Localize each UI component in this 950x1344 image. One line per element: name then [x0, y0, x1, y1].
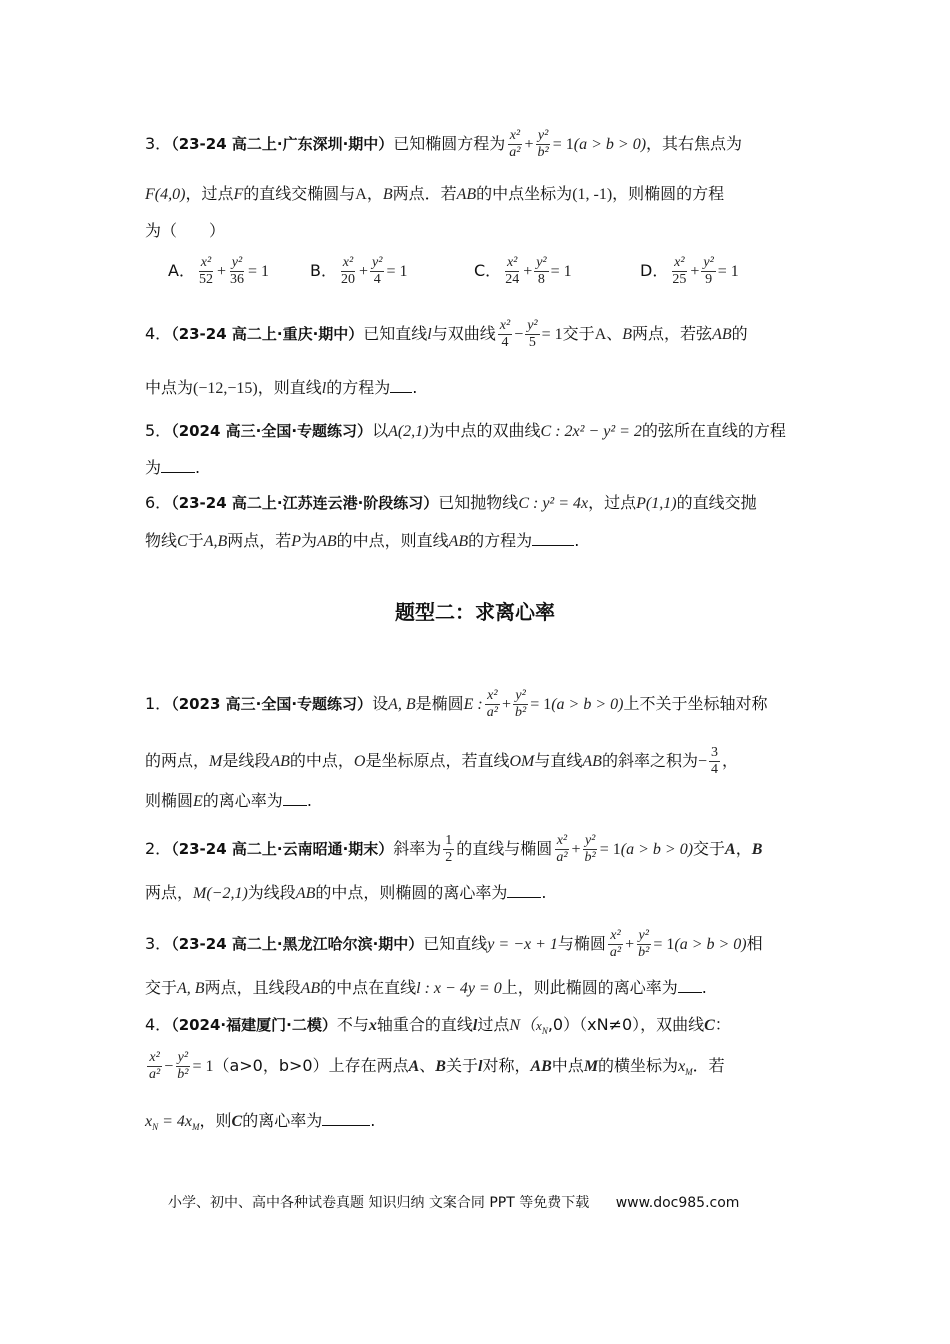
option-d[interactable]: D． $\frac{\text{x²}}{25}$ + $\frac{\text{y²}}{9}$ = 1 — [640, 255, 739, 287]
option-a[interactable]: A． $\frac{\text{x²}}{52}$ + $\frac{\text{y²}}{36}$ = 1 — [168, 255, 270, 287]
math-AB: A,B — [203, 533, 228, 550]
s2-question-4-line2: $\frac{\text{x²}}{\text{a²}}$ − $\frac{\text{y²}}{\text{b²}}$ = 1（a>0，b>0）上存在两点A、B关于l对称，AB中点M的横坐标为$x_M$．若 — [149, 1050, 725, 1082]
question-source: （23-24 高二上·江苏连云港·阶段练习） — [171, 494, 439, 512]
math-x: x — [536, 1018, 542, 1033]
answer-blank[interactable] — [322, 1111, 370, 1126]
question-text: 已知直线 — [423, 934, 488, 953]
question-text: 两点， — [145, 883, 194, 902]
option-den: 4 — [373, 272, 381, 287]
point-P: P(1,1) — [636, 495, 677, 512]
question-3-line2 — [145, 181, 724, 204]
question-text: 的斜率之积为 — [601, 751, 698, 770]
question-text: 与双曲线 — [431, 324, 496, 343]
math-AB: AB — [448, 533, 469, 550]
math-AB: A, B — [177, 980, 205, 997]
question-number: 3． — [145, 134, 172, 153]
question-text: 为线段 — [247, 883, 296, 902]
math-AB: AB — [712, 326, 732, 343]
subscript: M — [685, 1067, 693, 1078]
punct: ， — [722, 751, 739, 770]
s2-question-3-line2 — [145, 975, 707, 998]
footer-url[interactable]: www.doc985.com — [615, 1195, 740, 1211]
math-l: l — [472, 1017, 478, 1034]
question-text: 上，则此椭圆的离心率为 — [501, 978, 678, 997]
question-text: 则椭圆 — [145, 791, 194, 810]
question-text: 已知椭圆方程为 — [393, 134, 506, 153]
option-label: B． — [310, 261, 337, 280]
option-den: 24 — [505, 272, 520, 287]
question-text: 轴重合的直线 — [376, 1015, 473, 1034]
question-6-line1 — [145, 490, 757, 513]
answer-blank[interactable] — [283, 791, 307, 806]
question-text: 中点 — [551, 1056, 584, 1075]
math-B: B — [622, 326, 633, 343]
question-5-line1 — [145, 418, 786, 441]
slope-denominator: 4 — [711, 762, 718, 777]
question-3-line3 — [145, 218, 225, 241]
question-text: （a>0，b>0）上存在两点 — [213, 1056, 409, 1075]
s2-question-2-line1: 2．（23-24 高二上·云南昭通·期末）斜率为 $\frac{1}{2}$ 的直线与椭圆 $\frac{\text{x²}}{\text{a²}}$ + $\frac{\text{y²}}{\text{b²}}$ = 1(a > b > 0)交于A，B — [145, 833, 763, 865]
subscript: N — [541, 1026, 548, 1037]
math-E: E — [193, 793, 203, 810]
question-text: 上不关于坐标轴对称 — [623, 694, 768, 713]
option-num: y² — [536, 255, 547, 270]
math-l: l — [321, 380, 327, 397]
punct: ， — [735, 839, 752, 858]
math-AB: AB — [295, 885, 316, 902]
math-B: B — [751, 841, 763, 858]
question-text: 的方程为 — [326, 378, 391, 397]
question-text: 的直线交椭圆与 — [243, 184, 356, 203]
question-number: 3． — [145, 934, 172, 953]
question-number: 4． — [145, 324, 172, 343]
question-source: （2023 高三·全国·专题练习） — [171, 695, 373, 713]
question-text: 的中点，则椭圆的离心率为 — [315, 883, 508, 902]
option-den: 8 — [537, 272, 545, 287]
section-title: 题型二：求离心率 — [395, 600, 555, 624]
question-text: 为（ ） — [145, 221, 226, 240]
question-source: （2024 高三·全国·专题练习） — [171, 422, 373, 440]
option-den: 36 — [229, 272, 244, 287]
question-text: 对称， — [482, 1056, 531, 1075]
math-x: x — [145, 1113, 153, 1130]
fraction-y2-b2: $\frac{\text{y²}}{\text{b²}}$ — [537, 128, 549, 160]
s2-question-4-line3 — [145, 1108, 375, 1132]
line-equation: y = −x + 1 — [487, 936, 558, 953]
math-M: M — [209, 753, 223, 770]
option-b[interactable]: B． $\frac{\text{x²}}{20}$ + $\frac{\text{y²}}{4}$ = 1 — [310, 255, 408, 287]
math-F: F — [233, 186, 244, 203]
math-AB: AB — [456, 186, 477, 203]
question-text: 已知直线 — [363, 324, 428, 343]
question-text: 是线段 — [222, 751, 271, 770]
question-text: 交于 — [145, 978, 178, 997]
question-text: 为中点的双曲线 — [428, 421, 541, 440]
question-3-line1: 3．（23-24 高二上·广东深圳·期中）已知椭圆方程为 $\frac{\text{x²}}{\text{a²}}$ + $\frac{\text{y²}}{\text{b²}}$ = 1(a > b > 0)，其右焦点为 — [145, 128, 743, 160]
punct: . — [701, 978, 707, 997]
question-source: （2024·福建厦门·二模） — [171, 1016, 337, 1034]
question-text: 于 — [187, 531, 204, 550]
question-number: 1． — [145, 694, 172, 713]
question-text: 物线 — [145, 531, 178, 550]
question-text: 是坐标原点，若直线 — [365, 751, 510, 770]
slope-numerator: 1 — [445, 833, 453, 848]
math-E: E : — [463, 696, 483, 713]
option-num: x² — [506, 255, 518, 270]
question-4-line2 — [145, 375, 417, 398]
line-equation: l : x − 4y = 0 — [416, 980, 502, 997]
math-x: x — [368, 1017, 377, 1034]
question-text: 交于 — [562, 324, 595, 343]
math-A: A — [355, 186, 367, 203]
math-O: O — [353, 753, 366, 770]
option-den: 25 — [672, 272, 687, 287]
question-text: 两点．若 — [392, 184, 457, 203]
focus-point: F(4,0) — [145, 186, 186, 203]
punct: . — [195, 458, 201, 477]
question-source: （23-24 高二上·云南昭通·期末） — [171, 840, 394, 858]
s2-question-4-line1 — [145, 1012, 731, 1036]
answer-blank[interactable] — [161, 458, 195, 473]
minus-sign: − — [697, 753, 707, 770]
s2-question-1-line1: 1．（2023 高三·全国·专题练习）设A, B是椭圆E : $\frac{\text{x²}}{\text{a²}}$ + $\frac{\text{y²}}{\text{b²}}$ = 1(a > b > 0)上不关于坐标轴对称 — [145, 688, 768, 720]
punct: . — [306, 791, 312, 810]
slope-numerator: 3 — [711, 745, 718, 760]
question-text: ，则 — [199, 1111, 232, 1130]
math-AB: AB — [270, 753, 290, 770]
option-num: y² — [372, 255, 383, 270]
question-text: ,0）（xN≠0），双曲线 — [547, 1015, 705, 1034]
s2-question-2-line2 — [145, 880, 546, 903]
question-number: 5． — [145, 421, 172, 440]
option-den: 20 — [340, 272, 355, 287]
footer-text: 小学、初中、高中各种试卷真题 知识归纳 文案合同 PPT 等免费下载 — [168, 1195, 590, 1211]
question-text: 的离心率为 — [242, 1111, 323, 1130]
question-text: 斜率为 — [393, 839, 442, 858]
punct: 、 — [419, 1056, 436, 1075]
question-text: 的弦所在直线的方程 — [641, 421, 786, 440]
question-text: 的横坐标为 — [598, 1056, 679, 1075]
midpoint: (−12,−15) — [193, 380, 258, 397]
option-num: y² — [231, 255, 243, 270]
question-source: （23-24 高二上·广东深圳·期中） — [171, 135, 394, 153]
question-text: 已知抛物线 — [438, 493, 519, 512]
question-text: 是椭圆 — [415, 694, 464, 713]
point-N: N（ — [509, 1017, 537, 1034]
math-AB: A, B — [388, 696, 416, 713]
point-M: M(−2,1) — [193, 885, 248, 902]
math-P: P — [291, 533, 302, 550]
question-4-line1: 4．（23-24 高二上·重庆·期中）已知直线l与双曲线 $\frac{\text{x²}}{4}$ − $\frac{\text{y²}}{5}$ = 1交于A、B两点，若弦AB的 — [145, 318, 748, 350]
question-number: 2． — [145, 839, 172, 858]
option-c[interactable]: C． $\frac{\text{x²}}{24}$ + $\frac{\text{y²}}{8}$ = 1 — [474, 255, 572, 287]
question-text: 设 — [372, 694, 389, 713]
question-text: ，过点 — [588, 493, 637, 512]
point-A: A(2,1) — [388, 423, 429, 440]
option-den: 52 — [198, 272, 213, 287]
option-num: x² — [200, 255, 212, 270]
condition: (a > b > 0) — [573, 136, 647, 153]
question-text: 以 — [372, 421, 389, 440]
math-B: B — [382, 186, 393, 203]
question-text: 的中点，则直线 — [336, 531, 449, 550]
option-label: C． — [474, 261, 502, 280]
punct: 、 — [606, 324, 623, 343]
math-C: C — [231, 1113, 243, 1130]
option-label: A． — [168, 261, 195, 280]
math-AB: AB — [530, 1058, 552, 1075]
question-text: 的直线交抛 — [676, 493, 757, 512]
question-text: 为 — [301, 531, 318, 550]
math-A: A — [594, 326, 607, 343]
parabola-equation: C : y² = 4x — [518, 495, 589, 512]
question-text: 不与 — [336, 1015, 369, 1034]
s2-question-1-line3 — [145, 788, 312, 811]
punct: . — [412, 378, 418, 397]
question-text: 与椭圆 — [557, 934, 606, 953]
question-source: （23-24 高二上·重庆·期中） — [171, 325, 364, 343]
question-text: 关于 — [445, 1056, 478, 1075]
math-OM: OM — [509, 753, 535, 770]
question-text: 的中点， — [289, 751, 354, 770]
hyperbola-equation: C : 2x² − y² = 2 — [540, 423, 642, 440]
slope-denominator: 2 — [445, 850, 453, 865]
math-C: C — [704, 1017, 715, 1034]
question-text: 过点 — [477, 1015, 510, 1034]
punct: . — [574, 531, 580, 550]
math-B: B — [435, 1058, 446, 1075]
condition: (a > b > 0) — [620, 841, 694, 858]
math-AB: AB — [300, 980, 321, 997]
question-text: 的方程为 — [468, 531, 533, 550]
question-number: 6． — [145, 493, 172, 512]
s2-question-3-line1: 3．（23-24 高二上·黑龙江哈尔滨·期中）已知直线y = −x + 1与椭圆 $\frac{\text{x²}}{\text{a²}}$ + $\frac{\text{y²}}{\text{b²}}$ = 1(a > b > 0)相 — [145, 928, 763, 960]
option-den: 9 — [705, 272, 713, 287]
question-text: ，则直线 — [257, 378, 322, 397]
question-text: ，则椭圆的方程 — [612, 184, 725, 203]
punct: ： — [714, 1015, 731, 1034]
question-text: 两点，且线段 — [204, 978, 301, 997]
condition: (a > b > 0) — [551, 696, 624, 713]
math-M: M — [583, 1058, 599, 1075]
question-text: 两点，若弦 — [632, 324, 713, 343]
math-x: x — [678, 1058, 686, 1075]
option-label: D． — [640, 261, 669, 280]
s2-question-1-line2 — [145, 745, 738, 778]
math-l: l — [477, 1058, 483, 1075]
subscript: N — [152, 1122, 159, 1133]
answer-blank[interactable] — [532, 531, 574, 546]
question-text: 两点，若 — [227, 531, 292, 550]
midpoint: (1, -1) — [572, 186, 613, 203]
math-C: C — [177, 533, 188, 550]
option-num: x² — [674, 255, 685, 270]
answer-blank[interactable] — [507, 883, 541, 898]
question-5-line2 — [145, 455, 200, 478]
question-text: 的离心率为 — [202, 791, 283, 810]
math-AB: AB — [582, 753, 602, 770]
answer-blank[interactable] — [390, 378, 412, 393]
question-text: 相 — [746, 934, 763, 953]
equation-part: = 4x — [158, 1113, 193, 1130]
math-l: l — [427, 326, 432, 343]
question-6-line2 — [145, 528, 579, 551]
question-text: 的中点坐标为 — [476, 184, 573, 203]
punct: . — [370, 1111, 376, 1130]
answer-blank[interactable] — [678, 978, 702, 993]
question-text: 与直线 — [534, 751, 583, 770]
fraction-x2-a2: $\frac{\text{x²}}{\text{a²}}$ — [509, 128, 521, 160]
math-AB: AB — [317, 533, 337, 550]
question-text: 交于 — [693, 839, 726, 858]
question-text: 为 — [145, 458, 162, 477]
punct: . — [541, 883, 547, 902]
subscript: M — [192, 1122, 200, 1133]
question-text: 的中点在直线 — [320, 978, 417, 997]
question-text: ．若 — [692, 1056, 725, 1075]
question-text: ，其右焦点为 — [646, 134, 743, 153]
question-text: 的直线与椭圆 — [456, 839, 553, 858]
question-text: 的 — [731, 324, 748, 343]
question-text: 的两点， — [145, 751, 210, 770]
question-text: 中点为 — [145, 378, 194, 397]
condition: (a > b > 0) — [674, 936, 747, 953]
math-A: A — [725, 841, 736, 858]
question-source: （23-24 高二上·黑龙江哈尔滨·期中） — [171, 935, 424, 953]
question-text: ，过点 — [185, 184, 234, 203]
punct: ， — [366, 184, 383, 203]
option-num: y² — [703, 255, 714, 270]
math-A: A — [408, 1058, 420, 1075]
option-num: x² — [342, 255, 354, 270]
question-number: 4． — [145, 1015, 172, 1034]
footer — [168, 1192, 739, 1212]
